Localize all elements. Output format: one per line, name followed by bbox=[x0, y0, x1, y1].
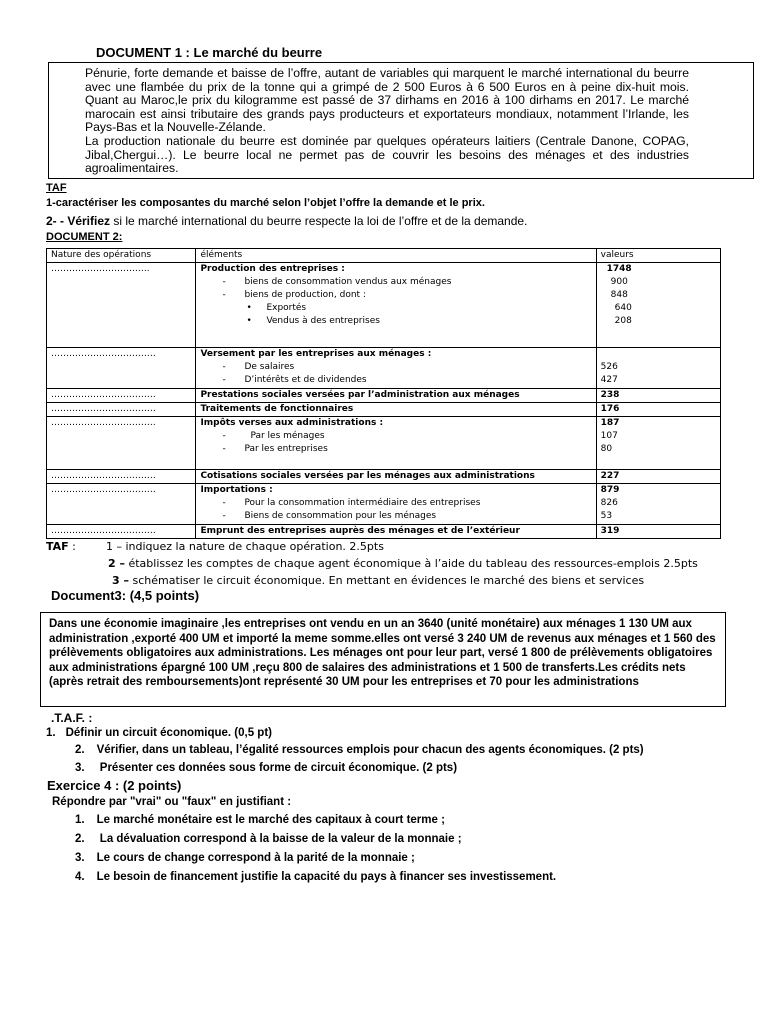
ex4-item bbox=[75, 814, 445, 826]
doc2-taf-question-2 bbox=[108, 557, 698, 570]
doc2-taf-question-3-text: schématiser le circuit économique. En mettant en évidences le marché des biens et services bbox=[128, 574, 645, 587]
doc1-taf-label: TAF bbox=[46, 182, 67, 194]
row-value: 53 bbox=[600, 511, 613, 521]
ex4-item-num: 3. bbox=[75, 852, 85, 864]
row-label: biens de production, dont : bbox=[244, 290, 366, 300]
doc3-question-2 bbox=[75, 744, 644, 756]
row-label: Production des entreprises : bbox=[200, 264, 345, 274]
table-row bbox=[47, 470, 721, 484]
header-nature: Nature des opérations bbox=[47, 249, 196, 263]
doc2-taf-label: TAF bbox=[46, 540, 69, 553]
row-label: Versement par les entreprises aux ménages : bbox=[200, 349, 432, 359]
row-label: biens de consommation vendus aux ménages bbox=[244, 277, 452, 287]
doc3-question-1-num: 1. bbox=[46, 727, 56, 739]
table-row bbox=[47, 403, 721, 417]
table-row: …………………….………. Impôts verses aux administrations : - Par les ménages - Par les entreprises 187 107 80 bbox=[47, 417, 721, 470]
doc3-question-3-num: 3. bbox=[75, 762, 85, 774]
doc1-paragraph-1: Pénurie, forte demande et baisse de l’offre, autant de variables qui marquent le marché international du beurre avec une flambée du prix de la tonne qui a grimpé de 2 500 Euros à 6 500 Euros en à peine dix-huit mois. Quant au Maroc,le prix du kilogramme est passé de 37 dirhams en 2016 à 100 dirhams en 2017. Le marché marocain est ainsi tributaire des grands pays producteurs et exportateurs mondiaux, notamment l’Irlande, les Pays-Bas et la Nouvelle-Zélande. bbox=[85, 66, 689, 134]
table-row: ……………………….….. Production des entreprises : - biens de consommation vendus aux ménages - biens de production, dont : • Exportés • Vendus à des entreprises 1748 900 848 640 208 bbox=[47, 263, 721, 348]
row-value: 900 bbox=[610, 277, 628, 287]
table-row: …………………….………. Importations : - Pour la consommation intermédiaire des entreprises - Biens de consommation pour les ménages 879 826 53 bbox=[47, 484, 721, 525]
ex4-title: Exercice 4 : (2 points) bbox=[47, 778, 182, 793]
operations-table bbox=[46, 248, 721, 539]
doc2-taf: TAF : bbox=[46, 540, 76, 553]
nature-blank: …………………….………. bbox=[51, 471, 156, 481]
table-row: …………………….………. Versement par les entreprises aux ménages : - De salaires - D’intérêts et de dividendes 526 427 bbox=[47, 348, 721, 389]
row-label: Exportés bbox=[266, 303, 307, 313]
nature-blank: …………………….………. bbox=[51, 404, 156, 414]
nature-blank: …………………….………. bbox=[51, 418, 156, 428]
row-label: Prestations sociales versées par l’administration aux ménages bbox=[196, 389, 596, 403]
row-value: 107 bbox=[600, 431, 618, 441]
doc2-taf-question-2-num: 2 – bbox=[108, 557, 125, 570]
doc1-question-2 bbox=[46, 214, 527, 228]
ex4-instruction: Répondre par "vrai" ou "faux" en justifiant : bbox=[52, 796, 292, 808]
row-label: Impôts verses aux administrations : bbox=[200, 418, 384, 428]
doc3-question-3-text: Présenter ces données sous forme de circuit économique. (2 pts) bbox=[96, 762, 458, 774]
doc3-text-box bbox=[40, 612, 726, 707]
ex4-item-num: 2. bbox=[75, 833, 85, 845]
nature-blank: …………………….………. bbox=[51, 349, 156, 359]
row-value: 826 bbox=[600, 498, 618, 508]
doc3-question-2-num: 2. bbox=[75, 744, 85, 756]
row-label: Vendus à des entreprises bbox=[266, 316, 380, 326]
doc3-question-1 bbox=[46, 727, 272, 739]
row-value: 1748 bbox=[606, 264, 632, 274]
doc1-question-2-prefix: 2- - Vérifiez bbox=[46, 214, 111, 228]
ex4-item-text: La dévaluation correspond à la baisse de la valeur de la monnaie ; bbox=[96, 833, 462, 845]
nature-blank: …………………….………. bbox=[51, 526, 156, 536]
doc3-taf-label: .T.A.F. : bbox=[51, 711, 93, 725]
doc3-question-2-text: Vérifier, dans un tableau, l’égalité ressources emplois pour chacun des agents économiques. (2 pts) bbox=[96, 744, 644, 756]
doc1-title: DOCUMENT 1 : Le marché du beurre bbox=[96, 45, 323, 60]
nature-blank: …………………….………. bbox=[51, 390, 156, 400]
doc2-title: DOCUMENT 2: bbox=[46, 231, 123, 243]
doc3-question-3 bbox=[75, 762, 457, 774]
table-row bbox=[47, 389, 721, 403]
doc2-taf-question-2-text: établissez les comptes de chaque agent économique à l’aide du tableau des ressources-emplois 2.5pts bbox=[124, 557, 698, 570]
row-label: Importations : bbox=[200, 485, 273, 495]
row-label: Pour la consommation intermédiaire des entreprises bbox=[244, 498, 481, 508]
ex4-item bbox=[75, 852, 415, 864]
ex4-item bbox=[75, 833, 462, 845]
doc1-paragraph-2: La production nationale du beurre est dominée par quelques opérateurs laitiers (Centrale Danone, COPAG, Jibal,Chergui…). Le beurre local ne permet pas de couvrir les besoins des ménages et des industries agroalimentaires. bbox=[85, 134, 689, 175]
table-row bbox=[47, 525, 721, 539]
ex4-item-text: Le cours de change correspond à la parité de la monnaie ; bbox=[96, 852, 415, 864]
row-value: 640 bbox=[614, 303, 632, 313]
row-value: 80 bbox=[600, 444, 613, 454]
row-value: 187 bbox=[600, 418, 620, 428]
doc3-text: Dans une économie imaginaire ,les entreprises ont vendu en un an 3640 (unité monétaire) aux ménages 1 130 UM aux administration ,exporté 400 UM et importé la meme somme.elles ont versé 3 240 UM de revenus aux ménages et 1 560 des prélèvements obligatoires aux administrations. Les ménages ont pour leur part, versé 1 800 de prélèvements obligatoires aux administrations épargné 100 UM ,reçu 800 de salaires des administrations et 1 500 de transferts.Les crédits nets (après retrait des remboursements)ont représenté 30 UM pour les entreprises et 70 pour les administrations bbox=[49, 618, 716, 688]
doc1-text-box bbox=[48, 62, 754, 179]
doc1-question-2-text: si le marché international du beurre respecte la loi de l’offre et de la demande. bbox=[110, 214, 528, 228]
ex4-item-text: Le besoin de financement justifie la capacité du pays à financer ses investissement. bbox=[96, 871, 557, 883]
row-value: 227 bbox=[596, 470, 720, 484]
table-header-row bbox=[47, 249, 721, 263]
row-label: Par les entreprises bbox=[244, 444, 328, 454]
ex4-item-num: 4. bbox=[75, 871, 85, 883]
row-label: Traitements de fonctionnaires bbox=[196, 403, 596, 417]
doc3-question-1-text: Définir un circuit économique. (0,5 pt) bbox=[65, 727, 272, 739]
row-value: 176 bbox=[596, 403, 720, 417]
row-value: 238 bbox=[596, 389, 720, 403]
doc2-taf-question-3 bbox=[112, 574, 644, 587]
row-value: 879 bbox=[600, 485, 620, 495]
row-value: 526 bbox=[600, 362, 618, 372]
row-value: 208 bbox=[614, 316, 632, 326]
ex4-item bbox=[75, 871, 556, 883]
row-label: Emprunt des entreprises auprès des ménages et de l’extérieur bbox=[196, 525, 596, 539]
row-label: Par les ménages bbox=[250, 431, 325, 441]
row-value: 427 bbox=[600, 375, 618, 385]
header-elements: éléments bbox=[196, 249, 596, 263]
row-label: Biens de consommation pour les ménages bbox=[244, 511, 437, 521]
row-label: De salaires bbox=[244, 362, 295, 372]
doc2-taf-question-3-num: 3 – bbox=[112, 574, 129, 587]
row-value: 319 bbox=[596, 525, 720, 539]
row-value: 848 bbox=[610, 290, 628, 300]
row-label: D’intérêts et de dividendes bbox=[244, 375, 367, 385]
row-label: Cotisations sociales versées par les ménages aux administrations bbox=[196, 470, 596, 484]
header-values: valeurs bbox=[596, 249, 720, 263]
nature-blank: ……………………….….. bbox=[51, 264, 150, 274]
ex4-item-num: 1. bbox=[75, 814, 85, 826]
doc3-title: Document3: (4,5 points) bbox=[51, 588, 200, 603]
nature-blank: …………………….………. bbox=[51, 485, 156, 495]
doc2-taf-question-1: 1 – indiquez la nature de chaque opération. 2.5pts bbox=[106, 540, 384, 553]
ex4-item-text: Le marché monétaire est le marché des capitaux à court terme ; bbox=[96, 814, 445, 826]
doc1-question-1: 1-caractériser les composantes du marché selon l’objet l’offre la demande et le prix. bbox=[46, 197, 485, 209]
